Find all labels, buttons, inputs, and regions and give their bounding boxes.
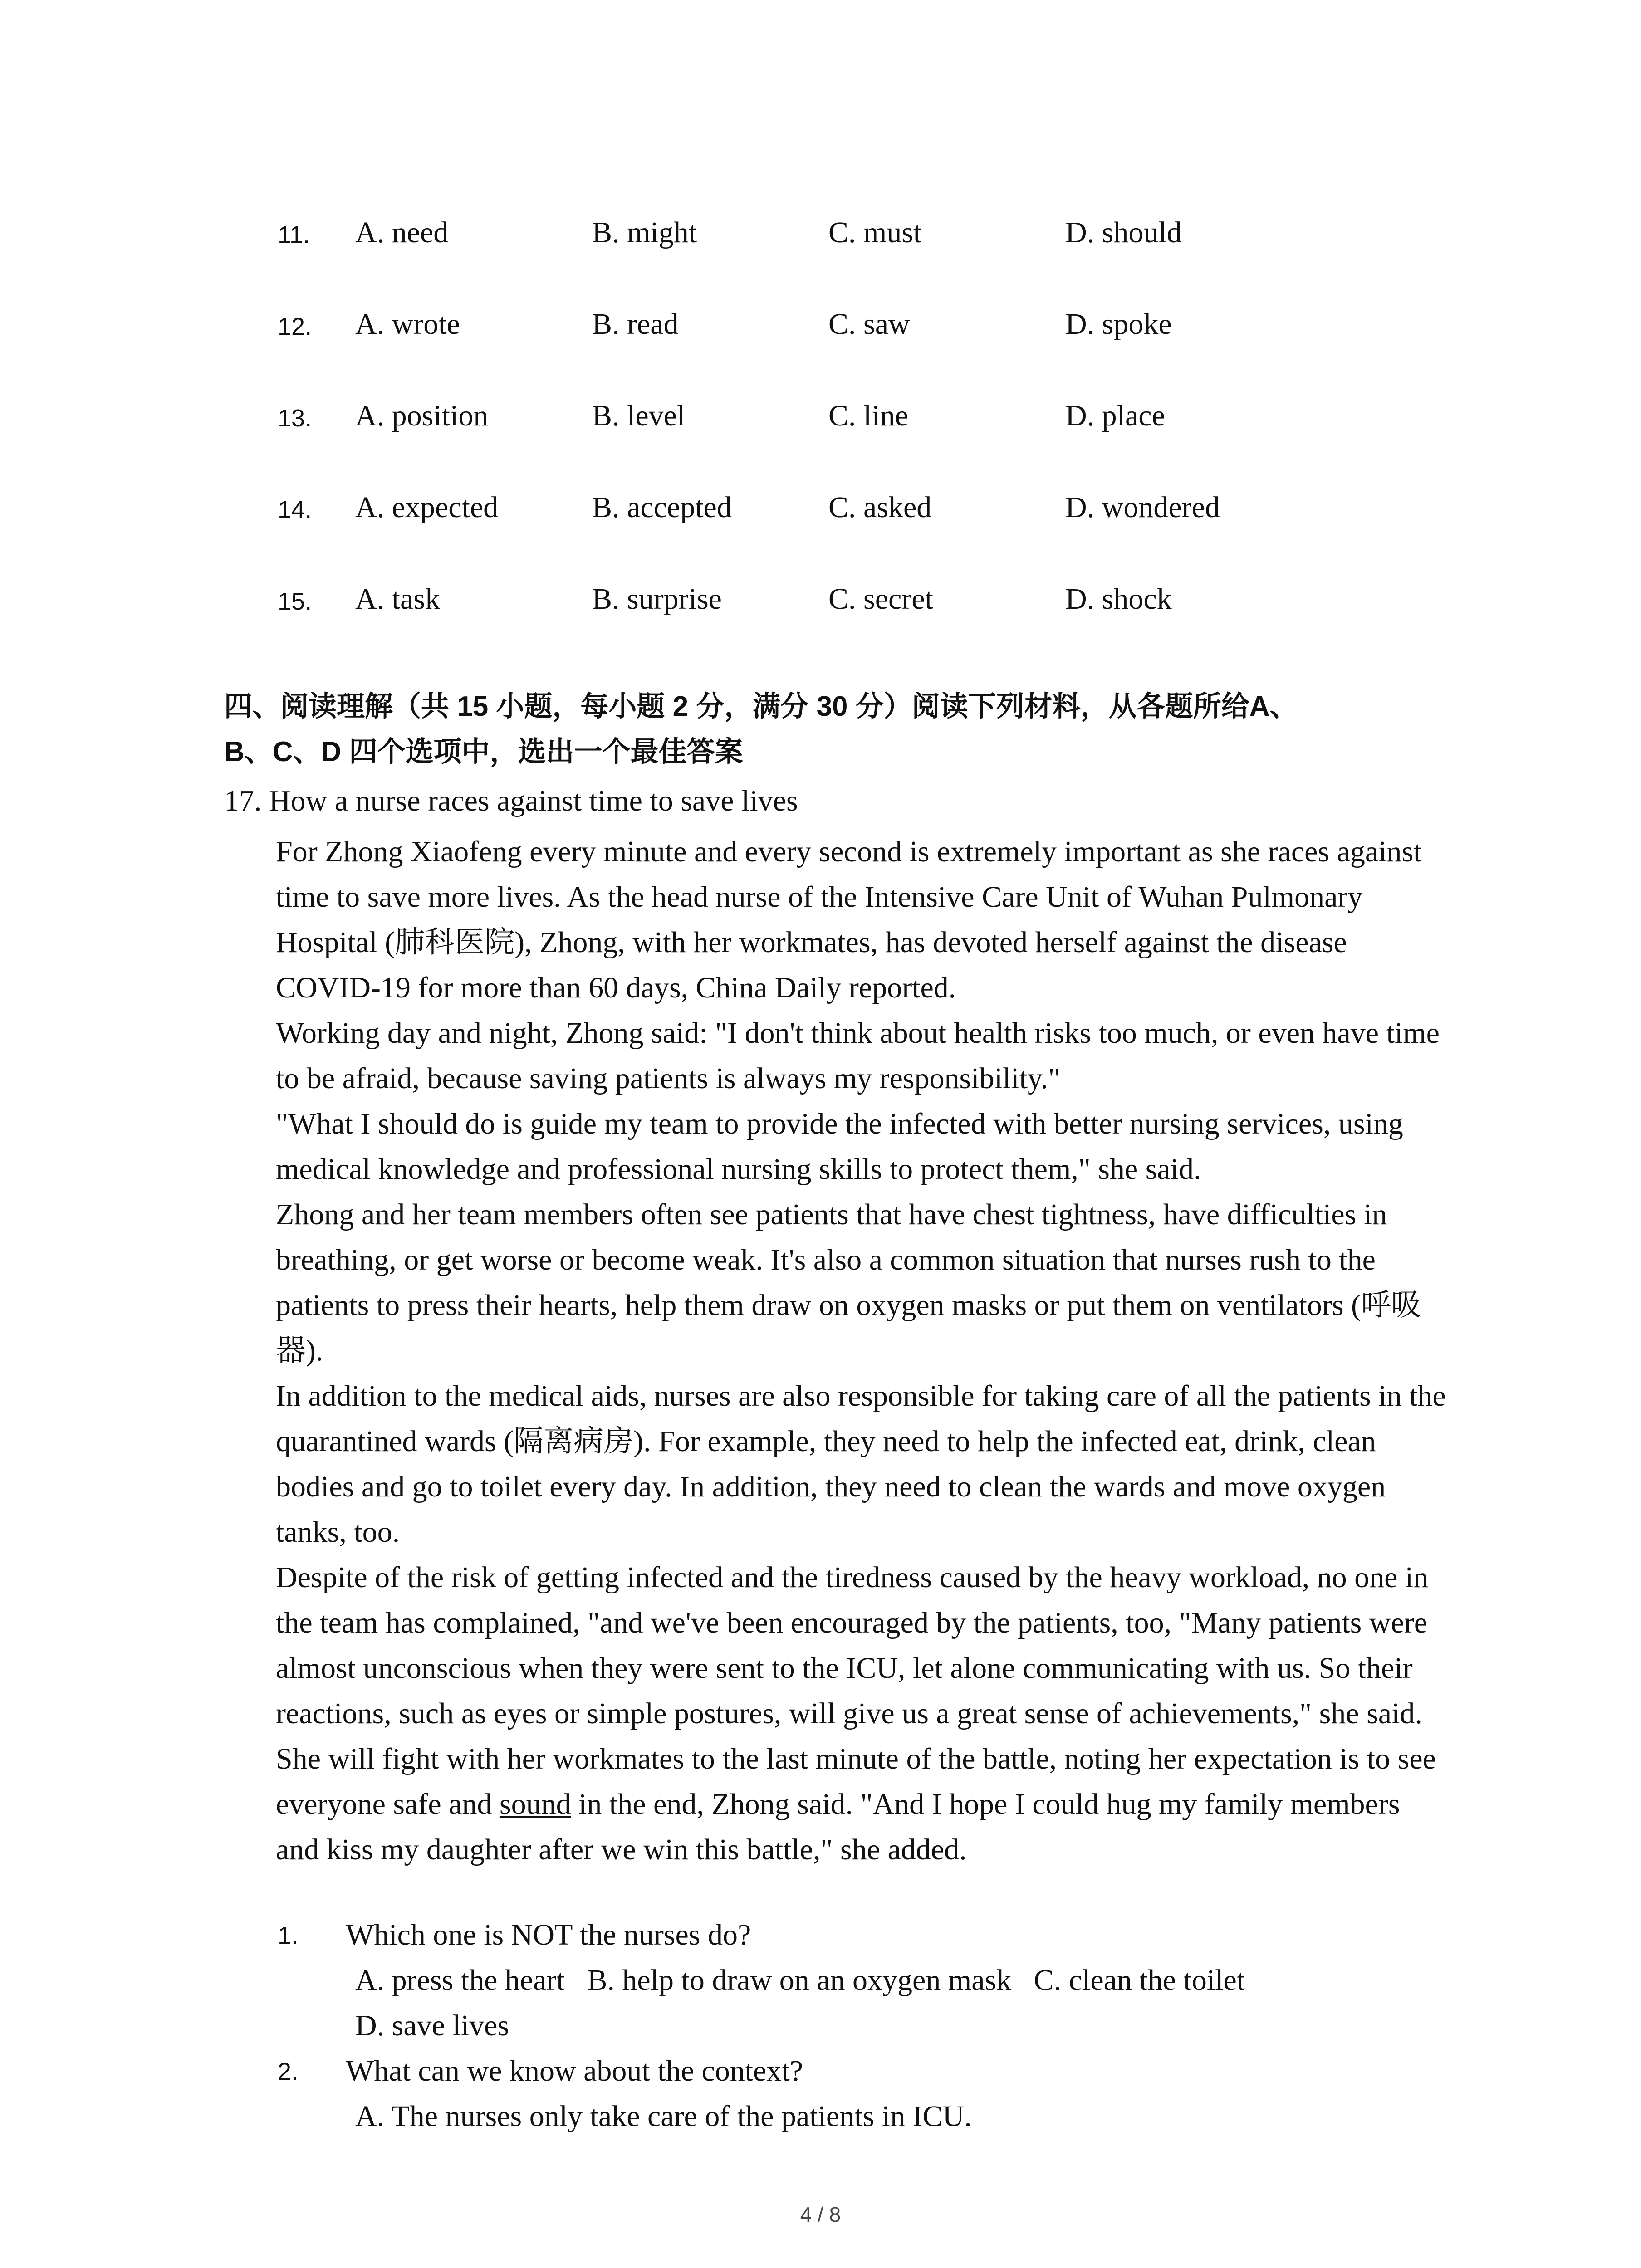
option-a: A. position xyxy=(355,399,489,432)
option-b: B. read xyxy=(592,308,679,341)
section-heading-line-2: B、C、D 四个选项中，选出一个最佳答案 xyxy=(224,736,743,767)
section-heading-line-1: 四、阅读理解（共 15 小题，每小题 2 分，满分 30 分）阅读下列材料，从各题所给A、 xyxy=(224,691,1298,722)
option-row-12 xyxy=(0,307,1641,357)
option-c: C. asked xyxy=(828,491,932,524)
subquestion-options: D. save lives xyxy=(355,2009,509,2042)
paragraph: Working day and night, Zhong said: "I don't think about health risks too much, or even have time to be afraid, because saving patients is always my responsibility." xyxy=(276,1017,1440,1095)
option-row-14 xyxy=(0,490,1641,540)
option-d: D. spoke xyxy=(1065,308,1172,341)
option-b: B. might xyxy=(592,216,697,249)
question-number: 12. xyxy=(278,313,312,340)
page-number: 4 / 8 xyxy=(800,2203,841,2226)
subquestion-text: What can we know about the context? xyxy=(346,2054,803,2087)
paragraph: In addition to the medical aids, nurses are also responsible for taking care of all the patients in the quarantined wards (隔离病房). For example, they need to help the infected eat, drink, clean bodies and go to toilet every day. In addition, they need to clean the wards and move oxygen tanks, too. xyxy=(276,1379,1446,1549)
option-b: B. level xyxy=(592,399,686,432)
subquestion-text: Which one is NOT the nurses do? xyxy=(346,1918,751,1951)
paragraph: Despite of the risk of getting infected and the tiredness caused by the heavy workload, no one in the team has complained, "and we've been encouraged by the patients, too, "Many patients were almost unconscious when they were sent to the ICU, let alone communicating with us. So their reactions, such as eyes or simple postures, will give us a great sense of achievements," she said. xyxy=(276,1561,1429,1730)
option-a: A. wrote xyxy=(355,308,460,341)
option-d: D. place xyxy=(1065,399,1165,432)
question-number: 13. xyxy=(278,405,312,432)
option-c: C. line xyxy=(828,399,908,432)
option-b: B. surprise xyxy=(592,582,722,616)
paragraph: Zhong and her team members often see patients that have chest tightness, have difficulties in breathing, or get worse or become weak. It's also a common situation that nurses rush to the patients to press their hearts, help them draw on oxygen masks or put them on ventilators (呼吸器). xyxy=(276,1198,1421,1367)
question-number: 11. xyxy=(278,221,310,249)
subquestion-number: 2. xyxy=(278,2058,299,2085)
section-heading xyxy=(224,684,1449,775)
option-a: A. expected xyxy=(355,491,499,524)
option-d: D. wondered xyxy=(1065,491,1220,524)
subquestion-number: 1. xyxy=(278,1922,299,1949)
option-b: B. accepted xyxy=(592,491,732,524)
paragraph: For Zhong Xiaofeng every minute and every second is extremely important as she races against time to save more lives. As the head nurse of the Intensive Care Unit of Wuhan Pulmonary Hospital (肺科医院), Zhong, with her workmates, has devoted herself against the disease COVID-19 for more than 60 days, China Daily reported. xyxy=(276,835,1422,1004)
passage-title: 17. How a nurse races against time to save lives xyxy=(224,784,798,817)
option-c: C. must xyxy=(828,216,922,249)
paragraph xyxy=(276,1736,1446,1872)
option-a: A. task xyxy=(355,582,440,616)
option-c: C. saw xyxy=(828,308,910,341)
passage-body xyxy=(276,829,1446,1872)
question-number: 15. xyxy=(278,588,312,615)
option-c: C. secret xyxy=(828,582,933,616)
option-row-13 xyxy=(0,399,1641,449)
option-d: D. shock xyxy=(1065,582,1172,616)
option-row-15 xyxy=(0,582,1641,632)
paragraph: "What I should do is guide my team to provide the infected with better nursing services, using medical knowledge and professional nursing skills to protect them," she said. xyxy=(276,1107,1403,1186)
underlined-word: sound xyxy=(499,1788,571,1821)
paragraph-text: She will fight with her workmates to the last minute of the battle, noting her expectation is to see everyone safe and xyxy=(276,1742,1436,1821)
option-d: D. should xyxy=(1065,216,1182,249)
option-a: A. need xyxy=(355,216,449,249)
option-row-11 xyxy=(0,215,1641,265)
subquestion-options: A. The nurses only take care of the patients in ICU. xyxy=(355,2100,972,2133)
question-number: 14. xyxy=(278,496,312,523)
paragraph-text: in the end, Zhong said. "And I hope I could hug my family members and kiss my daughter after we win this battle," she added. xyxy=(276,1788,1400,1866)
subquestion-options: A. press the heart B. help to draw on an oxygen mask C. clean the toilet xyxy=(355,1964,1245,1997)
